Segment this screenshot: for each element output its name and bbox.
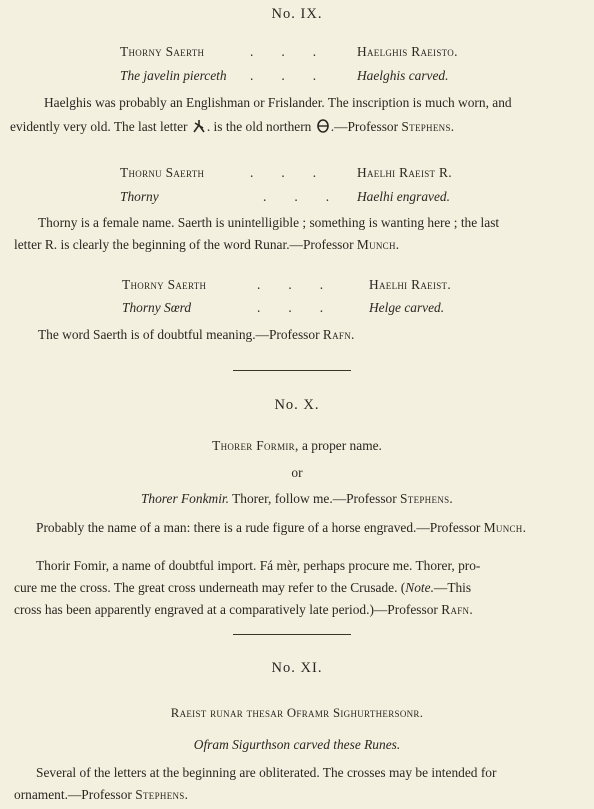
translation-left: Thorny Sœrd: [122, 300, 192, 315]
commentary-paragraph: ornament.—Professor Stephens.: [14, 787, 189, 802]
translation-right: Helge carved.: [369, 300, 445, 315]
dot-leader: ...: [250, 68, 345, 83]
rune-reading: Thorer Fonkmir. Thorer, follow me.—Professor Stephens.: [140, 491, 454, 506]
rune-reading: Thorer Formir, a proper name.: [212, 438, 382, 453]
translation-left: Thorny: [120, 189, 159, 204]
rune-letter-icon: [315, 119, 331, 133]
section-divider: [233, 634, 351, 635]
commentary-paragraph: letter R. is clearly the beginning of the word Runar.—Professor Munch.: [14, 237, 400, 252]
rune-letter-icon: [191, 119, 207, 133]
rune-reading-left: Thornu Saerth: [120, 165, 205, 180]
rune-reading: Raeist runar thesar Oframr Sighurthersonr.: [170, 706, 424, 720]
section-divider: [233, 370, 351, 371]
dot-leader: ...: [257, 300, 352, 315]
commentary-paragraph: evidently very old. The last letter . is the old northern .—Professor Stephens.: [10, 119, 455, 134]
commentary-paragraph: Several of the letters at the beginning are obliterated. The crosses may be intended for: [36, 765, 497, 780]
rune-reading-left: Thorny Saerth: [122, 277, 207, 292]
commentary-paragraph: Thorir Fomir, a name of doubtful import. Fá mèr, perhaps procure me. Thorer, pro-: [36, 558, 481, 573]
dot-leader: ...: [263, 189, 358, 204]
commentary-paragraph: Thorny is a female name. Saerth is unintelligible ; something is wanting here ; the last: [38, 215, 500, 230]
dot-leader: ...: [250, 165, 345, 180]
rune-reading-left: Thorny Saerth: [120, 44, 205, 59]
section-heading-ix: No. IX.: [271, 6, 323, 22]
dot-leader: ...: [250, 44, 345, 59]
commentary-paragraph: cure me the cross. The great cross underneath may refer to the Crusade. (Note.—This: [14, 580, 472, 595]
rune-reading-right: Haelhi Raeist.: [369, 277, 451, 292]
rune-reading-right: Haelhi Raeist R.: [357, 165, 452, 180]
commentary-paragraph: cross has been apparently engraved at a comparatively late period.)—Professor Rafn.: [14, 602, 474, 617]
commentary-paragraph: Probably the name of a man: there is a rude figure of a horse engraved.—Professor Munch.: [36, 520, 527, 535]
section-heading-xi: No. XI.: [271, 660, 323, 676]
commentary-paragraph: Haelghis was probably an Englishman or Frislander. The inscription is much worn, and: [44, 95, 512, 110]
section-heading-x: No. X.: [274, 397, 320, 413]
translation: Ofram Sigurthson carved these Runes.: [193, 737, 401, 752]
translation-left: The javelin pierceth: [120, 68, 227, 83]
commentary-paragraph: The word Saerth is of doubtful meaning.—Professor Rafn.: [38, 327, 355, 342]
or-separator: or: [291, 465, 303, 480]
translation-right: Haelhi engraved.: [357, 189, 450, 204]
dot-leader: ...: [257, 277, 352, 292]
rune-reading-right: Haelghis Raeisto.: [357, 44, 458, 59]
translation-right: Haelghis carved.: [357, 68, 449, 83]
